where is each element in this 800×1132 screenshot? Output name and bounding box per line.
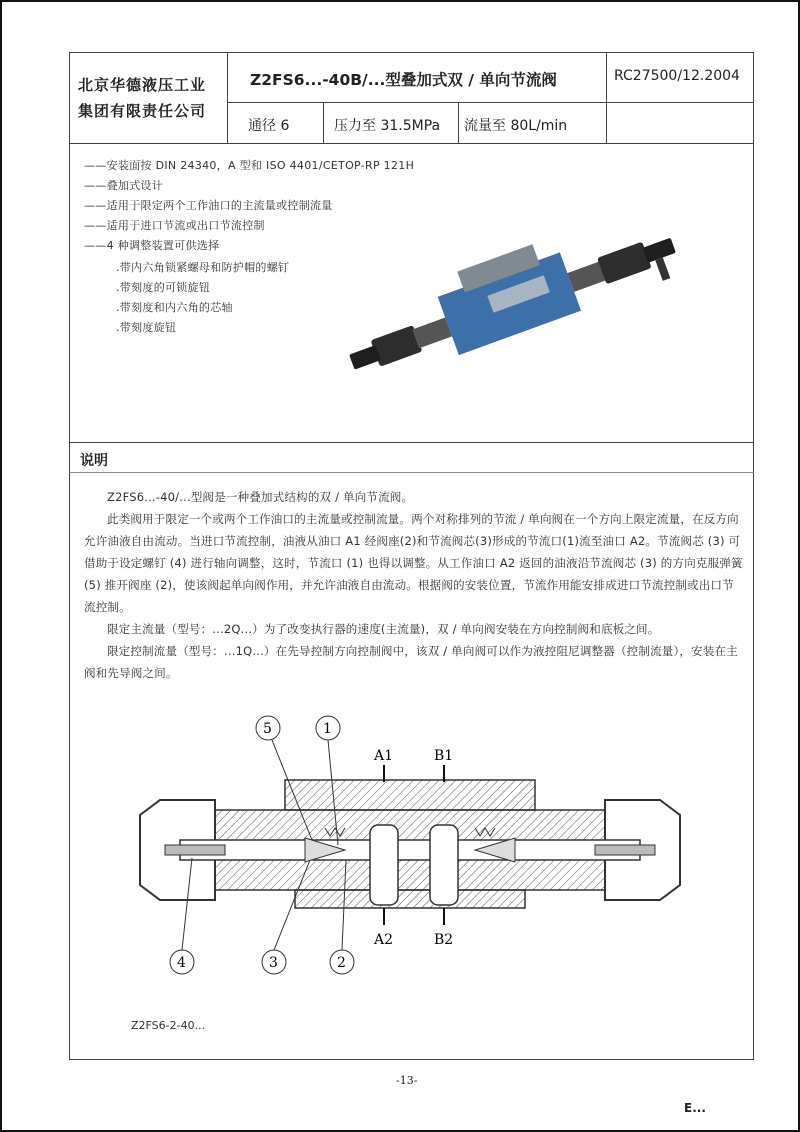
paragraph: Z2FS6...-40/...型阀是一种叠加式结构的双 / 单向节流阀。 (107, 490, 414, 504)
port-label-a2: A2 (374, 932, 394, 948)
spec-pressure: 压力至 31.5MPa (334, 118, 441, 134)
callout-1-label: 1 (323, 721, 332, 737)
callout-5-label: 5 (263, 721, 272, 737)
list-item: .带内六角锁紧螺母和防护帽的螺钉 (116, 261, 290, 274)
left-screw (165, 845, 225, 855)
paragraph: 限定控制流量（型号：...1Q...）在先导控制方向控制阀中，该双 / 单向阀可以作为液控阻尼调整器（控制流量），安装在主阀和先导阀之间。 (84, 644, 738, 680)
company-cell (69, 52, 228, 144)
company-name-line2: 集团有限责任公司 (78, 102, 207, 120)
port-label-a1: A1 (374, 748, 394, 764)
port-label-b2: B2 (434, 932, 454, 948)
section-heading: 说明 (80, 453, 108, 469)
central-bore (180, 840, 640, 860)
valve-cross-section-diagram (120, 700, 700, 990)
valve-product-photo (320, 205, 730, 390)
heading-rule (69, 472, 754, 473)
left-stem (412, 318, 452, 349)
port-channel-b (430, 825, 458, 905)
paragraph: 此类阀用于限定一个或两个工作油口的主流量或控制流量。两个对称排列的节流 / 单向阀在一个方向上限定流量，在反方向允许油液自由流动。当进口节流控制，油液从油口 A1 经阀座(2)和节流阀芯(3)形成的节流口(1)流至油口 A2。节流阀芯 (3) 可借助于设定螺钉 (4) 进行轴向调整，这时，节流口 (1) 也得以调整。从工作油口 A2 返回的油液沿节流阀芯 (3) 的方向克服弹簧 (5) 推开阀座 (2)，使该阀起单向阀作用，并允许油液自由流动。根据阀的安装位置，节流作用能安排成进口节流控制或出口节流控制。 (84, 512, 743, 614)
description-body (84, 486, 744, 684)
callout-2-label: 2 (337, 955, 346, 971)
page-number: -13- (396, 1074, 418, 1087)
list-item: ——适用于限定两个工作油口的主流量或控制流量 (84, 199, 333, 212)
paragraph: 限定主流量（型号：...2Q...）为了改变执行器的速度(主流量)，双 / 单向阀安装在方向控制阀和底板之间。 (107, 622, 660, 636)
corner-mark: E... (684, 1101, 706, 1115)
left-key (349, 345, 381, 370)
spec-size: 通径 6 (248, 118, 290, 134)
callout-3-label: 3 (269, 955, 278, 971)
list-item: ——适用于进口节流或出口节流控制 (84, 219, 265, 232)
list-item: ——叠加式设计 (84, 179, 164, 192)
list-item: .带刻度的可锁旋钮 (116, 281, 211, 294)
document-code: RC27500/12.2004 (614, 68, 740, 84)
company-name-line1: 北京华德液压工业 (78, 76, 207, 94)
lower-block-section (295, 890, 525, 908)
callout-4-leader (182, 858, 192, 950)
list-item: .带刻度和内六角的芯轴 (116, 301, 233, 314)
right-screw (595, 845, 655, 855)
list-item: ——4 种调整装置可供选择 (84, 239, 220, 252)
list-item: ——安装面按 DIN 24340，A 型和 ISO 4401/CETOP-RP 121H (84, 159, 415, 172)
empty-cell (607, 103, 754, 144)
port-label-b1: B1 (434, 748, 454, 764)
upper-block-section (285, 780, 535, 810)
document-title: Z2FS6...-40B/...型叠加式双 / 单向节流阀 (250, 71, 557, 89)
callout-4-label: 4 (177, 955, 186, 971)
diagram-caption: Z2FS6-2-40... (131, 1019, 206, 1032)
port-channel-a (370, 825, 398, 905)
section-divider (69, 442, 754, 443)
spec-flow: 流量至 80L/min (464, 118, 568, 134)
list-item: .带刻度旋钮 (116, 321, 177, 334)
hanging-key (655, 257, 670, 280)
